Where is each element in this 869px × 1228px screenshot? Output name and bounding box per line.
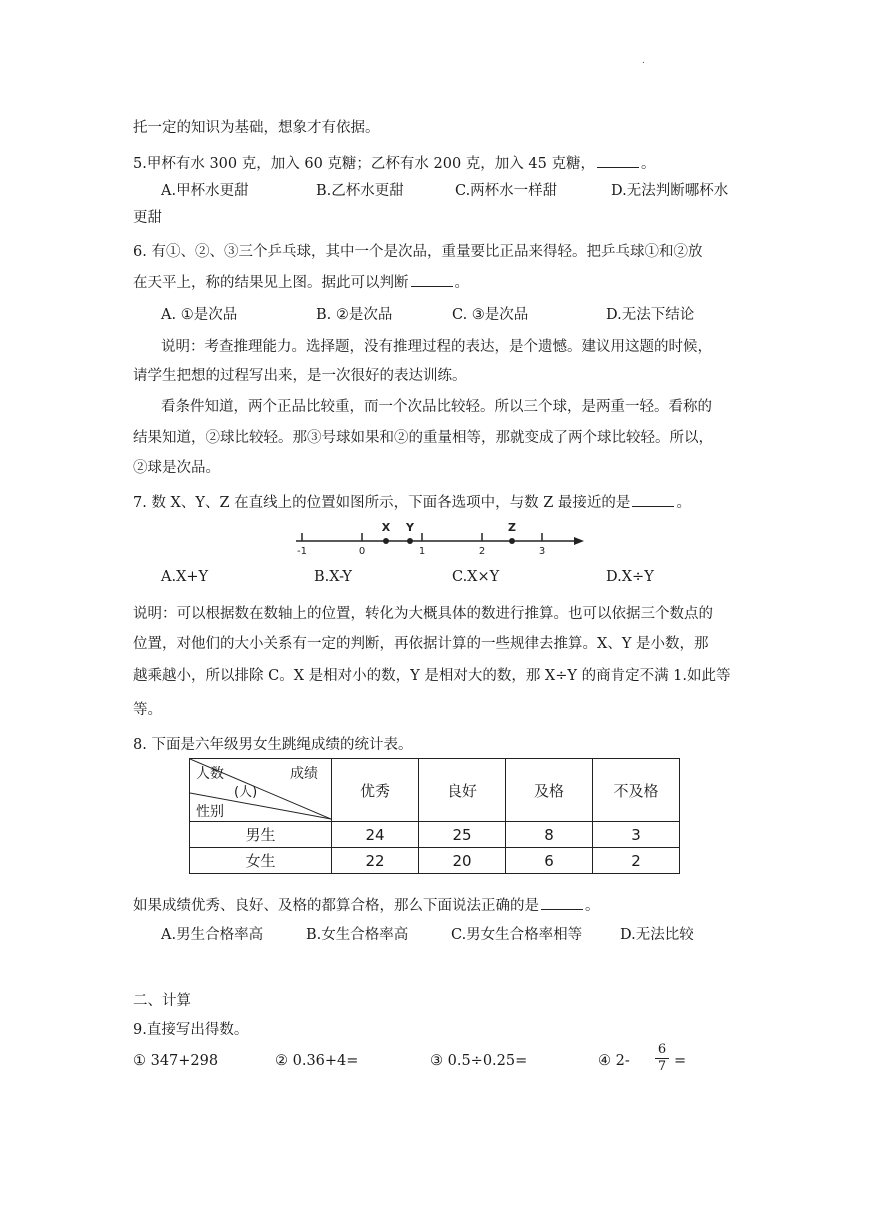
point-marker xyxy=(407,538,413,544)
table-row xyxy=(190,822,680,848)
corner-label-count: 人数 xyxy=(196,766,224,782)
point-label: Y xyxy=(406,521,414,534)
question-8: 8. 下面是六年级男女生跳绳成绩的统计表。 xyxy=(133,737,413,753)
tick-label: 1 xyxy=(418,546,426,557)
tick-label: 0 xyxy=(358,546,366,557)
tick-label: 2 xyxy=(478,546,486,557)
column-header: 良好 xyxy=(419,759,506,822)
table-cell: 24 xyxy=(332,822,419,848)
question-8-text: 如果成绩优秀、良好、及格的都算合格，那么下面说法正确的是 xyxy=(133,898,539,914)
point-label: Z xyxy=(508,521,516,534)
table-cell: 20 xyxy=(419,848,506,874)
punct: 。 xyxy=(454,275,469,291)
table-cell: 2 xyxy=(593,848,680,874)
answer-blank[interactable] xyxy=(541,895,583,910)
header-dot: . xyxy=(642,56,645,66)
fraction-numerator: 6 xyxy=(655,1042,669,1059)
note-line: ②球是次品。 xyxy=(133,460,220,476)
option-b: B.女生合格率高 xyxy=(306,927,409,943)
option-a: A.X+Y xyxy=(161,569,209,585)
column-header: 不及格 xyxy=(593,759,680,822)
point-marker xyxy=(383,538,389,544)
column-header: 及格 xyxy=(506,759,593,822)
calc-item: ④ 2- xyxy=(598,1053,630,1069)
calc-item: ① 347+298 xyxy=(133,1053,219,1069)
option-d: D.X÷Y xyxy=(606,569,654,585)
punct: 。 xyxy=(676,495,691,511)
point-label: X xyxy=(381,521,391,534)
question-9: 9.直接写出得数。 xyxy=(133,1022,249,1038)
question-6: 6. 有①、②、③三个乒乓球，其中一个是次品，重量要比正品来得轻。把乒乓球①和②放 xyxy=(133,244,703,260)
point-marker xyxy=(509,538,515,544)
axis-arrow xyxy=(574,537,584,545)
table-cell: 25 xyxy=(419,822,506,848)
fraction xyxy=(655,1042,669,1075)
option-d: D.无法判断哪杯水 xyxy=(611,183,729,199)
answer-blank[interactable] xyxy=(411,272,453,287)
text-line: 托一定的知识为基础，想象才有依据。 xyxy=(133,120,380,136)
note-line: 结果知道，②球比较轻。那③号球如果和②的重量相等，那就变成了两个球比较轻。所以， xyxy=(133,430,713,446)
table-cell: 6 xyxy=(506,848,593,874)
option-b: B. ②是次品 xyxy=(316,307,393,323)
tick-label: 3 xyxy=(538,546,546,557)
note-line: 等。 xyxy=(133,702,162,718)
stats-table xyxy=(189,758,680,874)
calc-equals: = xyxy=(674,1053,687,1069)
row-label: 女生 xyxy=(190,848,332,874)
option-b: B.乙杯水更甜 xyxy=(316,183,404,199)
table-corner xyxy=(190,759,332,822)
question-8-prompt xyxy=(133,895,600,916)
answer-blank[interactable] xyxy=(632,492,674,507)
option-d: D.无法比较 xyxy=(620,927,694,943)
option-c: C. ③是次品 xyxy=(452,307,529,323)
table-cell: 3 xyxy=(593,822,680,848)
punct: 。 xyxy=(640,156,656,172)
calc-item: ③ 0.5÷0.25= xyxy=(430,1053,528,1069)
tick-label: -1 xyxy=(297,546,307,557)
table-cell: 8 xyxy=(506,822,593,848)
row-label: 男生 xyxy=(190,822,332,848)
note-line: 说明：考查推理能力。选择题，没有推理过程的表达，是个遗憾。建议用这题的时候， xyxy=(161,339,712,355)
option-a: A.男生合格率高 xyxy=(161,927,264,943)
option-a: A. ①是次品 xyxy=(161,307,238,323)
question-7-text: 7. 数 X、Y、Z 在直线上的位置如图所示，下面各选项中，与数 Z 最接近的是 xyxy=(133,495,631,511)
note-line: 越乘越小，所以排除 C。X 是相对小的数，Y 是相对大的数，那 X÷Y 的商肯定不满 1.如此等 xyxy=(133,668,731,684)
section-heading: 二、计算 xyxy=(133,993,191,1009)
note-line: 看条件知道，两个正品比较重，而一个次品比较轻。所以三个球，是两重一轻。看称的 xyxy=(161,399,712,415)
question-5 xyxy=(133,153,655,174)
option-c: C.两杯水一样甜 xyxy=(455,183,558,199)
answer-blank[interactable] xyxy=(597,153,639,168)
table-row xyxy=(190,848,680,874)
question-5-text: 5.甲杯有水 300 克，加入 60 克糖；乙杯有水 200 克，加入 45 克糖， xyxy=(133,156,595,172)
option-c: C.男女生合格率相等 xyxy=(451,927,583,943)
question-7 xyxy=(133,492,691,513)
option-d: D.无法下结论 xyxy=(606,307,695,323)
corner-label-gender: 性别 xyxy=(196,804,224,820)
question-6-cont xyxy=(133,272,469,293)
punct: 。 xyxy=(585,898,600,914)
option-c: C.X×Y xyxy=(452,569,500,585)
corner-label-score: 成绩 xyxy=(290,766,318,782)
note-line: 说明：可以根据数在数轴上的位置，转化为大概具体的数进行推算。也可以依据三个数点的 xyxy=(133,606,713,622)
note-line: 位置，对他们的大小关系有一定的判断，再依据计算的一些规律去推算。X、Y 是小数，那 xyxy=(133,636,709,652)
fraction-denominator: 7 xyxy=(657,1059,667,1074)
table-cell: 22 xyxy=(332,848,419,874)
question-6-text: 在天平上，称的结果见上图。据此可以判断 xyxy=(133,275,409,291)
column-header: 优秀 xyxy=(332,759,419,822)
number-line xyxy=(288,514,588,560)
note-line: 请学生把想的过程写出来，是一次很好的表达训练。 xyxy=(133,368,467,384)
table-header-row xyxy=(190,759,680,822)
calc-item: ② 0.36+4= xyxy=(275,1053,359,1069)
option-b: B.X-Y xyxy=(314,569,352,585)
text-line: 更甜 xyxy=(133,210,162,226)
option-a: A.甲杯水更甜 xyxy=(161,183,249,199)
corner-label-unit: (人) xyxy=(234,785,258,800)
